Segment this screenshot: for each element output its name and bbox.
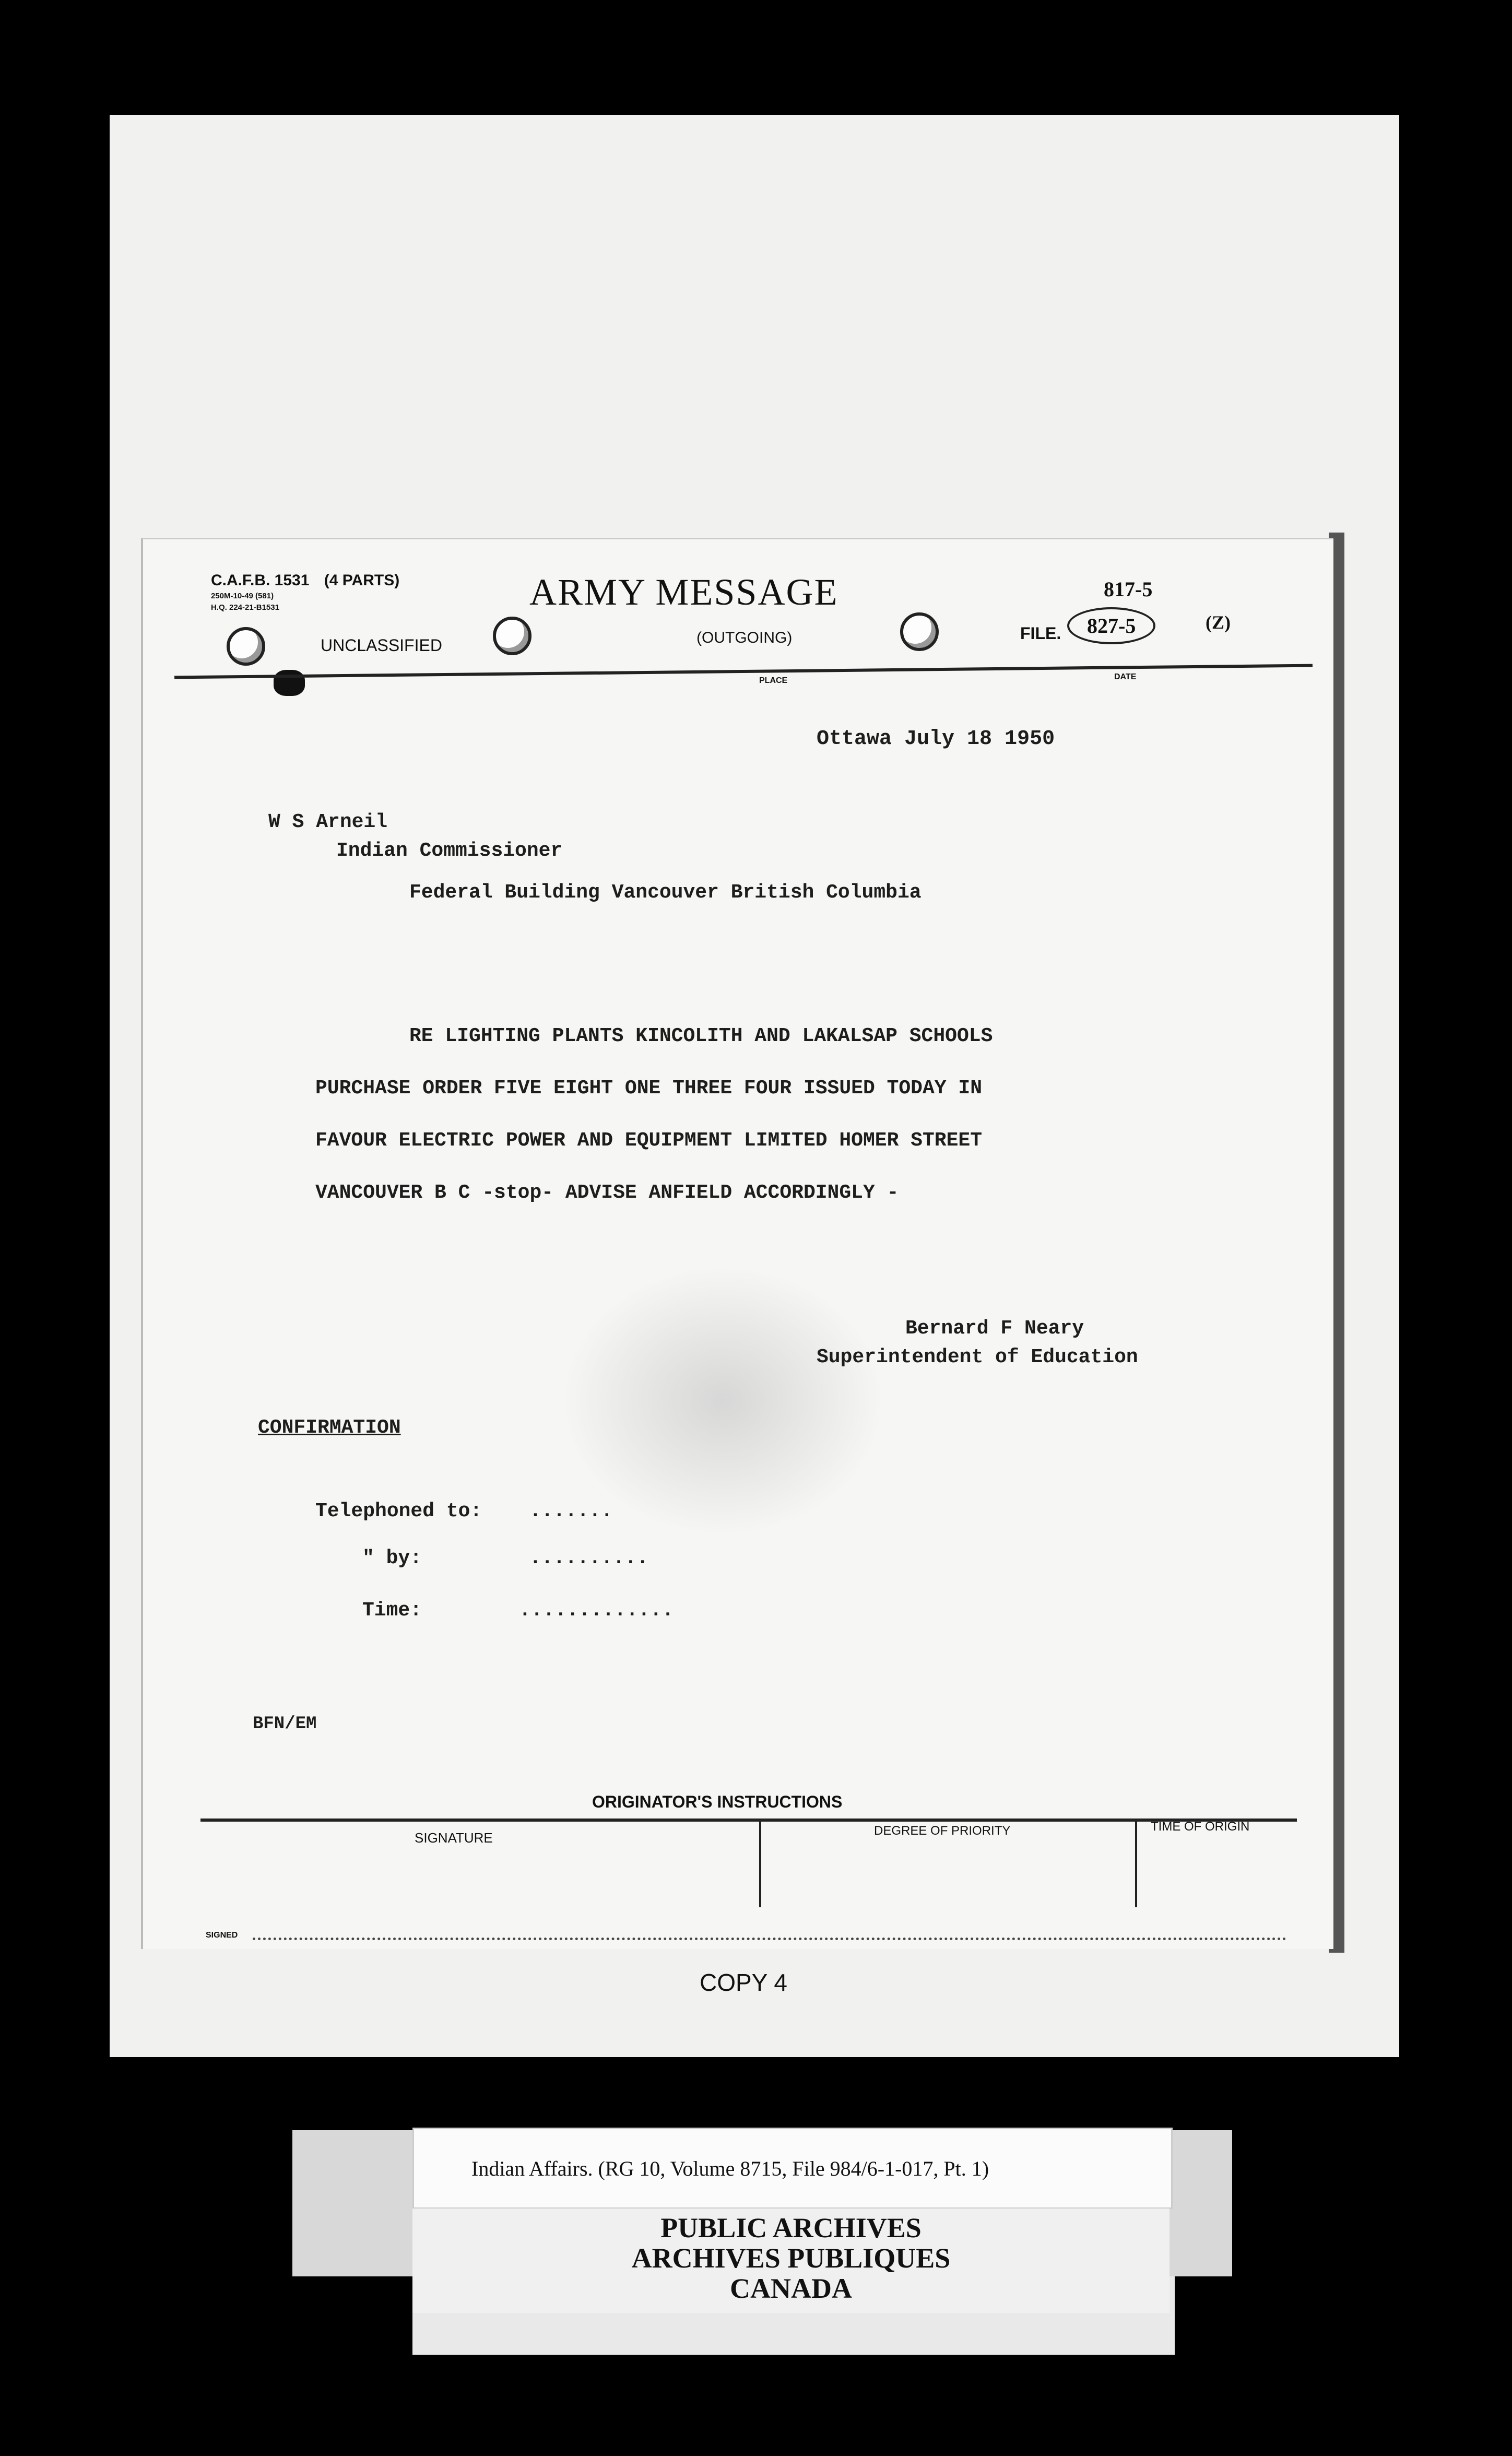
form-title: ARMY MESSAGE: [529, 571, 838, 613]
punch-hole-right: [900, 612, 939, 651]
army-message-form: [141, 538, 1333, 1949]
confirmation-heading: CONFIRMATION: [258, 1416, 401, 1439]
time-value: .............: [519, 1599, 674, 1622]
file-number-circled: 827-5: [1067, 607, 1155, 644]
telephoned-label: Telephoned to:: [315, 1500, 482, 1522]
recipient-address: Federal Building Vancouver British Columbia: [409, 881, 922, 904]
stain-smudge: [561, 1265, 884, 1537]
place-label: PLACE: [759, 676, 788, 685]
archive-reference-label: [412, 2128, 1173, 2209]
archive-reference: Indian Affairs. (RG 10, Volume 8715, File 984/6-1-017, Pt. 1): [471, 2157, 989, 2180]
instructions-rule: [200, 1819, 1297, 1822]
telephoned-value: .......: [529, 1500, 613, 1522]
file-suffix: (Z): [1206, 612, 1231, 633]
place-date: Ottawa July 18 1950: [817, 727, 1055, 751]
by-label: " by:: [362, 1547, 422, 1569]
recipient-name: W S Arneil: [268, 811, 388, 833]
stamp-line-3: CANADA: [730, 2273, 852, 2304]
time-label: Time:: [362, 1599, 422, 1622]
print-line-2: H.Q. 224-21-B1531: [211, 603, 279, 612]
time-origin-label: TIME OF ORIGIN: [1151, 1820, 1250, 1834]
body-line-4: VANCOUVER B C -stop- ADVISE ANFIELD ACCORDINGLY -: [315, 1182, 899, 1204]
form-number-text: C.A.F.B. 1531: [211, 572, 310, 589]
signed-dotted-line: [253, 1938, 1286, 1940]
stamp-line-2: ARCHIVES PUBLIQUES: [631, 2242, 951, 2274]
form-parts-text: (4 PARTS): [324, 572, 400, 589]
form-subtitle: (OUTGOING): [696, 629, 793, 646]
body-line-3: FAVOUR ELECTRIC POWER AND EQUIPMENT LIMITED HOMER STREET: [315, 1129, 983, 1152]
column-divider-2: [1135, 1819, 1137, 1907]
archive-stamp: [412, 2209, 1170, 2313]
signature-label: SIGNATURE: [415, 1830, 493, 1846]
column-divider-1: [759, 1819, 761, 1907]
file-label: FILE.: [1020, 624, 1061, 643]
instructions-label: ORIGINATOR'S INSTRUCTIONS: [592, 1792, 843, 1811]
signed-label: SIGNED: [206, 1931, 238, 1940]
body-line-2: PURCHASE ORDER FIVE EIGHT ONE THREE FOUR ISSUED TODAY IN: [315, 1077, 983, 1100]
file-number-old: 817-5: [1104, 577, 1153, 601]
classification-label: UNCLASSIFIED: [321, 636, 442, 655]
ink-blot: [274, 670, 305, 696]
date-label: DATE: [1114, 672, 1137, 681]
priority-label: DEGREE OF PRIORITY: [874, 1824, 1011, 1838]
body-line-1: RE LIGHTING PLANTS KINCOLITH AND LAKALSAP SCHOOLS: [409, 1025, 993, 1047]
signer-name: Bernard F Neary: [905, 1317, 1084, 1340]
typist-initials: BFN/EM: [253, 1714, 317, 1734]
signer-title: Superintendent of Education: [817, 1346, 1138, 1368]
recipient-title: Indian Commissioner: [336, 840, 563, 862]
print-line-1: 250M-10-49 (581): [211, 592, 274, 600]
copy-label: COPY 4: [700, 1969, 787, 1996]
punch-hole-left: [227, 627, 265, 666]
punch-hole-center: [493, 617, 531, 655]
stamp-line-1: PUBLIC ARCHIVES: [660, 2212, 922, 2244]
form-number: [211, 572, 399, 589]
header-rule: [174, 664, 1313, 679]
by-value: ..........: [529, 1547, 649, 1569]
